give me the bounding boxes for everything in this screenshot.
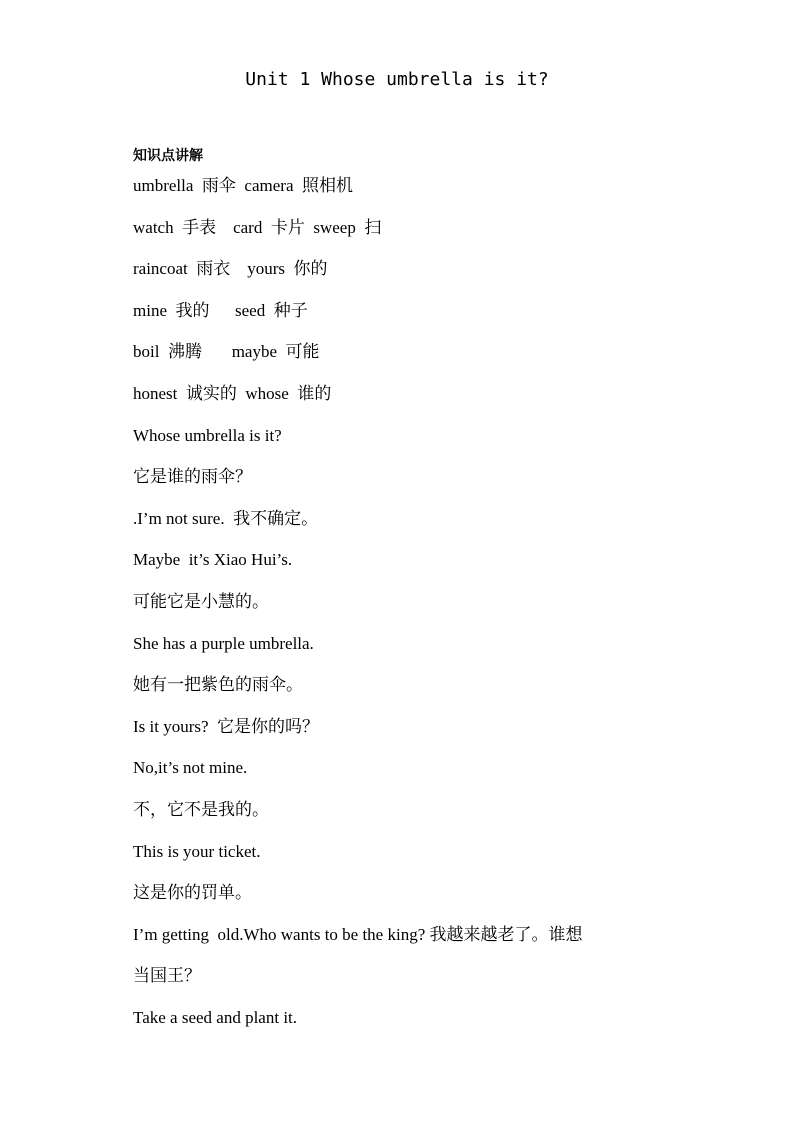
vocab-text: watch 手表 card 卡片 sweep 扫	[133, 217, 382, 237]
vocab-text: boil 沸腾 maybe 可能	[133, 342, 320, 362]
document-title: Unit 1 Whose umbrella is it?	[245, 69, 549, 90]
vocab-text: raincoat 雨衣 yours 你的	[133, 259, 328, 279]
sentence-line: She has a purple umbrella.	[133, 633, 314, 653]
vocab-text: umbrella 雨伞 camera 照相机	[133, 176, 353, 195]
vocab-row	[133, 172, 693, 214]
sentence-line: 可能它是小慧的。	[133, 591, 269, 611]
sentence-line: Whose umbrella is it?	[133, 425, 282, 445]
vocab-row	[133, 338, 693, 380]
vocab-row	[133, 380, 693, 422]
vocab-text: honest 诚实的 whose 谁的	[133, 383, 332, 403]
sentence-line: 它是谁的雨伞？	[133, 467, 252, 487]
content-lines	[133, 172, 693, 1045]
section-heading: 知识点讲解	[133, 148, 203, 164]
sentence-line: 当国王？	[133, 966, 201, 986]
sentence-line: This is your ticket.	[133, 841, 261, 861]
sentence-line: No,it’s not mine.	[133, 758, 248, 778]
sentence-line: .I’m not sure. 我不确定。	[133, 508, 319, 528]
sentence-line: Is it yours? 它是你的吗？	[133, 716, 320, 736]
vocab-row	[133, 214, 693, 256]
vocab-text: mine 我的 seed 种子	[133, 300, 308, 320]
vocab-row	[133, 297, 693, 339]
sentence-line: 她有一把紫色的雨伞。	[133, 675, 303, 695]
sentence-line: I’m getting old.Who wants to be the king? 我越来越老了。谁想	[133, 924, 583, 944]
vocab-row	[133, 255, 693, 297]
sentence-line: 不，它不是我的。	[133, 799, 269, 819]
sentence-line: 这是你的罚单。	[133, 883, 252, 903]
sentence-line: Maybe it’s Xiao Hui’s.	[133, 550, 293, 570]
sentence-line: Take a seed and plant it.	[133, 1007, 298, 1027]
